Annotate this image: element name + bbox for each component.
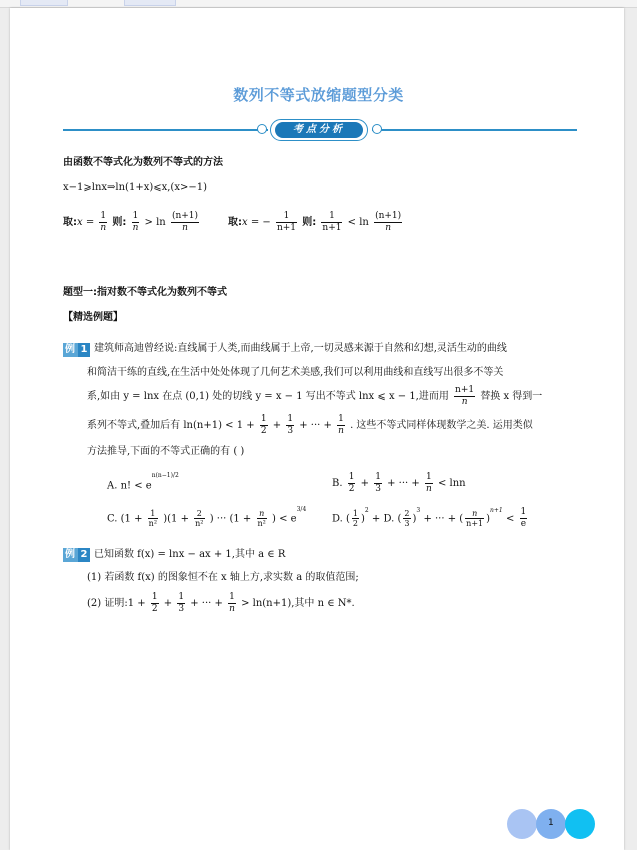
page-dot-right xyxy=(565,809,595,839)
fraction: $\frac{1}{e}$ xyxy=(520,507,527,530)
title-rule-left xyxy=(63,129,268,131)
fraction: $\frac{1}{n+1}$ xyxy=(322,211,342,233)
fraction: $\frac{(n+1)}{n}$ xyxy=(171,211,199,233)
example2-line1: 已知函数 f(x) = lnx − ax + 1,其中 a ∈ R xyxy=(94,549,286,560)
fraction: $\frac{1}{3}$ xyxy=(178,592,185,614)
example1-line3: 系,如由 y = lnx 在点 (0,1) 处的切线 y = x − 1 写出不等式 lnx ⩽ x − 1,进而用 $\frac{n+1}{n}$ 替换 x 得到一 xyxy=(87,385,543,407)
then-label: 则: xyxy=(112,217,127,228)
fraction: $\frac{1}{2}$ xyxy=(352,509,359,529)
fraction: $\frac{1}{3}$ xyxy=(287,414,294,436)
fraction: $\frac{1}{n}$ xyxy=(229,592,235,614)
take-expression: x = xyxy=(77,217,95,228)
fraction: $\frac{1}{2}$ xyxy=(260,414,267,436)
take-expression: x = − xyxy=(242,217,271,228)
example1-line1: 建筑师高迪曾经说:直线属于人类,而曲线属于上帝,一切灵感来源于自然和幻想,灵活生动的曲线 xyxy=(94,343,507,354)
fraction: $\frac{1}{2}$ xyxy=(348,472,355,494)
fraction: $\frac{n}{n+1}$ xyxy=(466,509,484,529)
substitution-1: 取:x = $\frac{1}{n}$ 则: $\frac{1}{n}$ > ln $\frac{(n+1)}{n}$ xyxy=(63,211,199,233)
example2-q1: (1) 若函数 f(x) 的图象恒不在 x 轴上方,求实数 a 的取值范围; xyxy=(87,572,359,583)
title-rule-right xyxy=(372,129,577,131)
take-label: 取: xyxy=(63,217,77,228)
type-heading: 题型一:指对数不等式化为数列不等式 xyxy=(63,287,227,298)
option-d[interactable]: D. ( $\frac{1}{2}$ )$^2$ + D. ( $\frac{2}{3}$ )$^3$ + ··· + ( $\frac{n}{n+1}$ )$^{n+1}$ < $\frac{1}{e}$ xyxy=(332,507,527,530)
fraction: $\frac{1}{n}$ xyxy=(100,211,107,233)
example1-line4: 系列不等式,叠加后有 ln(n+1) < 1 + $\frac{1}{2}$ + $\frac{1}{3}$ + ··· + $\frac{1}{n}$ . 这些不等式同样体现数学之美. 运用类似 xyxy=(87,414,533,436)
fraction: $\frac{1}{2}$ xyxy=(151,592,158,614)
toolbar-tab[interactable] xyxy=(20,0,68,6)
page-title: 数列不等式放缩题型分类 xyxy=(233,86,404,104)
page-dot-left xyxy=(507,809,537,839)
fraction: $\frac{1}{\text{n²}}$ xyxy=(148,509,158,529)
fraction: $\frac{n+1}{n}$ xyxy=(455,385,475,407)
viewer-toolbar-strip xyxy=(0,0,637,8)
rule-ring-right xyxy=(372,124,382,134)
example-badge-1: 例 1 xyxy=(63,343,90,357)
example-badge-2: 例 2 xyxy=(63,548,90,562)
fraction: $\frac{1}{n+1}$ xyxy=(276,211,297,233)
substitution-2: 取:x = − $\frac{1}{n+1}$ 则: $\frac{1}{n+1}$ < ln $\frac{(n+1)}{n}$ xyxy=(228,211,402,233)
fraction: $\frac{1}{n}$ xyxy=(132,211,139,233)
toolbar-tab[interactable] xyxy=(124,0,176,6)
selected-examples-label: 【精选例题】 xyxy=(63,312,123,323)
fraction: $\frac{1}{3}$ xyxy=(375,472,381,494)
fraction: $\frac{2}{\text{n²}}$ xyxy=(195,509,204,529)
option-b[interactable]: B. $\frac{1}{2}$ + $\frac{1}{3}$ + ··· + $\frac{1}{n}$ < lnn xyxy=(332,472,466,494)
take-label: 取: xyxy=(228,217,242,228)
fraction: $\frac{1}{n}$ xyxy=(425,472,432,494)
page-number: 1 xyxy=(548,818,554,828)
then-label: 则: xyxy=(302,217,317,228)
fraction: $\frac{(n+1)}{n}$ xyxy=(375,211,402,233)
example2-q2: (2) 证明:1 + $\frac{1}{2}$ + $\frac{1}{3}$ + ··· + $\frac{1}{n}$ > ln(n+1),其中 n ∈ N*. xyxy=(87,592,355,614)
rule-ring-left xyxy=(257,124,267,134)
section-formula: x−1⩾lnx⇒ln(1+x)⩽x,(x>−1) xyxy=(63,182,207,193)
banner-label: 考点分析 xyxy=(275,122,363,138)
example1-line2: 和简洁干练的直线,在生活中处处体现了几何艺术美感,我们可以利用曲线和直线写出很多不等关 xyxy=(87,367,504,378)
example1-line5: 方法推导,下面的不等式正确的有 ( ) xyxy=(87,446,245,457)
option-a[interactable]: A. n! < $e^{n(n-1)/2}$ xyxy=(107,472,179,492)
option-c[interactable]: C. (1 + $\frac{1}{\text{n²}}$ )(1 + $\frac{2}{\text{n²}}$ ) ··· (1 + $\frac{n}{\text{n²}}$ ) < $e^{3/4}$ xyxy=(107,506,307,529)
fraction: $\frac{1}{n}$ xyxy=(338,414,344,436)
fraction: $\frac{2}{3}$ xyxy=(404,509,410,529)
fraction: $\frac{n}{\text{n²}}$ xyxy=(257,509,266,529)
section-heading: 由函数不等式化为数列不等式的方法 xyxy=(63,157,223,168)
